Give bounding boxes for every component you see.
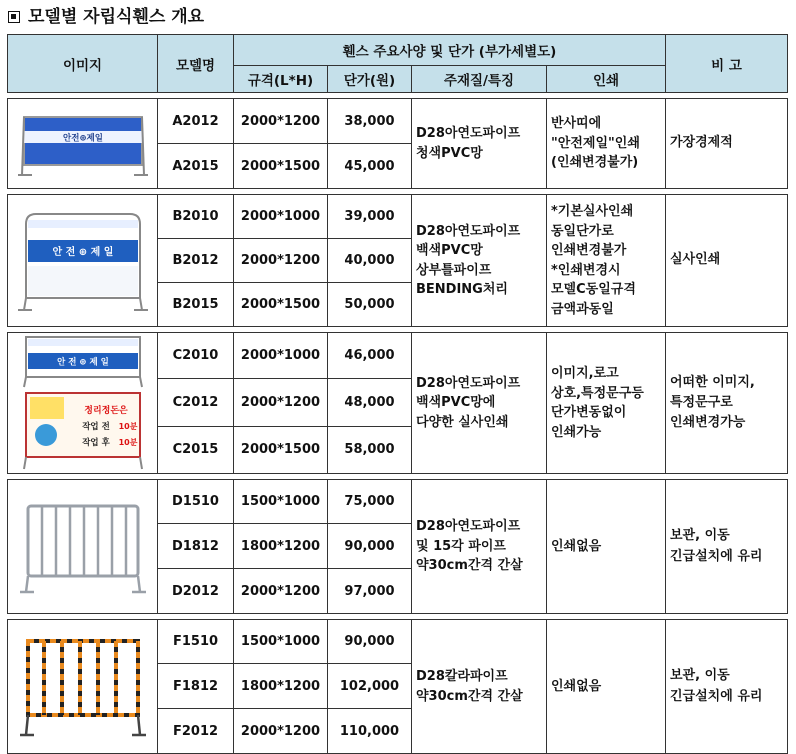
size-cell: 1800*1200 <box>234 524 328 569</box>
header-image: 이미지 <box>8 35 158 93</box>
price-cell: 75,000 <box>328 480 412 524</box>
price-cell: 110,000 <box>328 709 412 754</box>
header-size: 규격(L*H) <box>234 66 328 93</box>
header-spec-group: 휀스 주요사양 및 단가 (부가세별도) <box>234 35 666 66</box>
print-cell-f <box>547 620 666 754</box>
print-line: 동일단가로 <box>551 223 614 239</box>
fence-image-f <box>8 620 158 754</box>
image-b-text: 안 전 ⊕ 제 일 <box>52 246 113 258</box>
print-line: *기본실사인쇄 <box>551 204 634 219</box>
material-line: D28아연도파이프 <box>416 223 521 239</box>
material-line: D28칼라파이프 <box>416 669 508 684</box>
price-cell: 46,000 <box>328 333 412 379</box>
page-title <box>8 4 204 30</box>
header-material: 주재질/특징 <box>412 66 547 93</box>
size-cell: 2000*1200 <box>234 99 328 144</box>
print-line: (인쇄변경불가) <box>551 155 639 171</box>
note-line: 가장경제적 <box>670 135 733 151</box>
material-cell-b <box>412 195 547 327</box>
print-line: 인쇄변경불가 <box>551 243 627 258</box>
price-cell: 39,000 <box>328 195 412 239</box>
print-line: 단가변동없이 <box>551 405 627 420</box>
price-cell: 50,000 <box>328 283 412 327</box>
image-c-text-5: 10분 <box>118 422 137 431</box>
note-cell-a <box>666 99 788 189</box>
note-line: 보관, 이동 <box>670 528 730 544</box>
square-bullet-icon <box>8 11 20 23</box>
material-cell-f <box>412 620 547 754</box>
material-line: D28아연도파이프 <box>416 375 521 391</box>
price-cell: 48,000 <box>328 379 412 426</box>
title-text: 모델별 자립식휀스 개요 <box>28 7 205 27</box>
fence-table <box>7 34 788 754</box>
print-line: 인쇄가능 <box>551 424 602 440</box>
size-cell: 2000*1000 <box>234 333 328 379</box>
model-cell: B2010 <box>158 195 234 239</box>
fence-image-d <box>8 480 158 614</box>
model-cell: C2010 <box>158 333 234 379</box>
material-line: 백색PVC망 <box>416 243 483 258</box>
size-cell: 1800*1200 <box>234 664 328 709</box>
material-line: 및 15각 파이프 <box>416 538 506 554</box>
model-cell: B2015 <box>158 283 234 327</box>
size-cell: 2000*1200 <box>234 379 328 426</box>
header-price: 단가(원) <box>328 66 412 93</box>
fence-image-c <box>8 333 158 474</box>
note-line: 긴급설치에 유리 <box>670 688 763 704</box>
note-cell-b <box>666 195 788 327</box>
print-line: 인쇄없음 <box>551 678 602 694</box>
price-cell: 97,000 <box>328 569 412 614</box>
model-cell: A2015 <box>158 144 234 189</box>
model-cell: D1510 <box>158 480 234 524</box>
model-cell: B2012 <box>158 239 234 283</box>
price-cell: 38,000 <box>328 99 412 144</box>
size-cell: 2000*1500 <box>234 283 328 327</box>
model-cell: C2015 <box>158 426 234 473</box>
note-line: 어떠한 이미지, <box>670 374 755 390</box>
model-cell: F1812 <box>158 664 234 709</box>
print-line: 모델C동일규격 <box>551 282 636 297</box>
image-c-text-2: 정리정돈은 <box>83 406 128 416</box>
print-line: *인쇄변경시 <box>551 262 621 278</box>
price-cell: 40,000 <box>328 239 412 283</box>
material-line: 백색PVC망에 <box>416 395 496 411</box>
header-print: 인쇄 <box>547 66 666 93</box>
model-cell: A2012 <box>158 99 234 144</box>
note-line: 특정문구로 <box>670 394 733 410</box>
image-c-text-4: 작업 후 <box>81 438 110 448</box>
material-line: 청색PVC망 <box>416 145 483 161</box>
size-cell: 1500*1000 <box>234 620 328 664</box>
model-cell: C2012 <box>158 379 234 426</box>
price-cell: 45,000 <box>328 144 412 189</box>
size-cell: 2000*1200 <box>234 709 328 754</box>
size-cell: 1500*1000 <box>234 480 328 524</box>
size-cell: 2000*1200 <box>234 569 328 614</box>
material-cell-d <box>412 480 547 614</box>
print-line: "안전제일"인쇄 <box>551 135 640 151</box>
material-line: D28아연도파이프 <box>416 126 521 141</box>
print-line: 반사띠에 <box>551 116 602 132</box>
size-cell: 2000*1000 <box>234 195 328 239</box>
size-cell: 2000*1500 <box>234 426 328 473</box>
note-cell-f <box>666 620 788 754</box>
print-line: 인쇄없음 <box>551 538 602 554</box>
note-cell-c <box>666 333 788 474</box>
print-line: 이미지,로고 <box>551 366 619 381</box>
material-cell-c <box>412 333 547 474</box>
price-cell: 102,000 <box>328 664 412 709</box>
price-cell: 58,000 <box>328 426 412 473</box>
note-line: 인쇄변경가능 <box>670 415 746 431</box>
size-cell: 2000*1500 <box>234 144 328 189</box>
material-line: BENDING처리 <box>416 282 508 297</box>
print-cell-b <box>547 195 666 327</box>
material-line: D28아연도파이프 <box>416 519 521 535</box>
print-cell-d <box>547 480 666 614</box>
header-note: 비 고 <box>666 35 788 93</box>
material-line: 약30cm간격 간살 <box>416 558 523 574</box>
size-cell: 2000*1200 <box>234 239 328 283</box>
print-cell-a <box>547 99 666 189</box>
price-cell: 90,000 <box>328 524 412 569</box>
print-line: 상호,특정문구등 <box>551 385 644 401</box>
material-line: 다양한 실사인쇄 <box>416 414 509 430</box>
fence-image-a <box>8 99 158 189</box>
price-cell: 90,000 <box>328 620 412 664</box>
model-cell: F2012 <box>158 709 234 754</box>
image-c-text-6: 10분 <box>118 438 137 447</box>
fence-image-b <box>8 195 158 327</box>
model-cell: D1812 <box>158 524 234 569</box>
image-a-text: 안전⊕제일 <box>62 133 103 143</box>
print-line: 금액과동일 <box>551 301 614 317</box>
material-line: 상부틀파이프 <box>416 262 492 278</box>
image-c-text-1: 안 전 ⊕ 제 일 <box>56 357 109 368</box>
model-cell: D2012 <box>158 569 234 614</box>
model-cell: F1510 <box>158 620 234 664</box>
print-cell-c <box>547 333 666 474</box>
material-line: 약30cm간격 간살 <box>416 688 523 704</box>
note-line: 긴급설치에 유리 <box>670 548 763 564</box>
note-line: 실사인쇄 <box>670 252 721 268</box>
image-c-text-3: 작업 전 <box>81 422 110 432</box>
note-cell-d <box>666 480 788 614</box>
material-cell-a <box>412 99 547 189</box>
header-model: 모델명 <box>158 35 234 93</box>
note-line: 보관, 이동 <box>670 668 730 684</box>
